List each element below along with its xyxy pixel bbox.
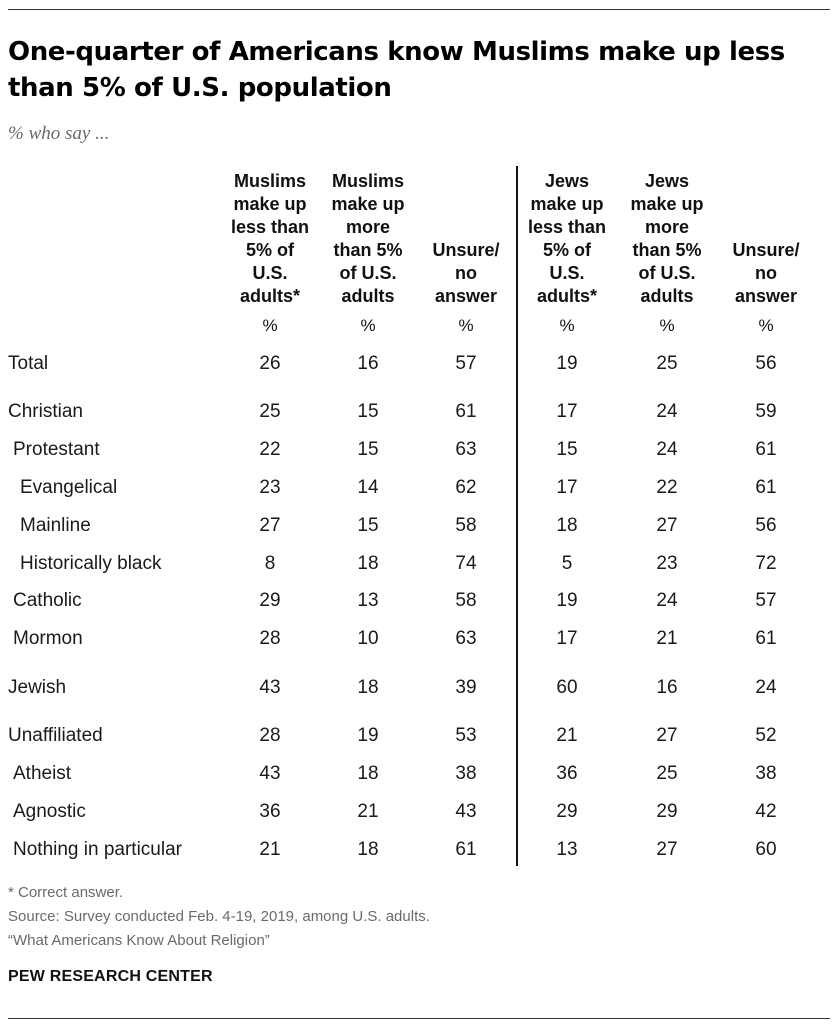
table-cell: 57	[455, 353, 477, 374]
footnote-correct-answer: * Correct answer.	[8, 884, 124, 901]
table-cell: 19	[556, 590, 578, 611]
table-cell: 17	[556, 401, 578, 422]
table-cell: 15	[357, 515, 379, 536]
table-cell: 28	[259, 628, 281, 649]
table-cell: 74	[455, 553, 477, 574]
table-cell: 58	[455, 515, 477, 536]
table-cell: 22	[656, 477, 678, 498]
table-cell: 5	[561, 553, 573, 574]
table-cell: 29	[556, 801, 578, 822]
table-cell: 61	[455, 839, 477, 860]
table-cell: 18	[357, 839, 379, 860]
table-cell: 21	[656, 628, 678, 649]
table-cell: 28	[259, 725, 281, 746]
column-group-divider	[516, 166, 518, 866]
row-label: Mormon	[13, 628, 83, 649]
column-header-6: Unsure/ no answer	[732, 240, 800, 306]
row-label: Jewish	[8, 677, 67, 698]
table-cell: 62	[455, 477, 477, 498]
table-cell: 61	[455, 401, 477, 422]
table-cell: 24	[755, 677, 777, 698]
table-cell: 24	[656, 401, 678, 422]
table-cell: 39	[455, 677, 477, 698]
table-cell: 61	[755, 628, 777, 649]
table-cell: 61	[755, 477, 777, 498]
row-label: Nothing in particular	[13, 839, 182, 860]
table-cell: 10	[357, 628, 379, 649]
row-label: Total	[8, 353, 49, 374]
bottom-rule	[8, 1018, 830, 1019]
table-cell: 24	[656, 439, 678, 460]
unit-label: %	[360, 316, 376, 335]
table-cell: 15	[357, 401, 379, 422]
table-cell: 56	[755, 353, 777, 374]
table-cell: 15	[357, 439, 379, 460]
table-cell: 27	[656, 839, 678, 860]
table-cell: 42	[755, 801, 777, 822]
table-cell: 24	[656, 590, 678, 611]
table-cell: 43	[259, 763, 281, 784]
table-cell: 19	[556, 353, 578, 374]
column-header-3: Unsure/ no answer	[432, 240, 500, 306]
unit-label: %	[758, 316, 774, 335]
table-cell: 53	[455, 725, 477, 746]
table-cell: 63	[455, 628, 477, 649]
row-label: Historically black	[20, 553, 162, 574]
table-cell: 38	[755, 763, 777, 784]
column-header-4: Jews make up less than 5% of U.S. adults*	[527, 171, 607, 306]
unit-label: %	[559, 316, 575, 335]
column-header-5: Jews make up more than 5% of U.S. adults	[630, 171, 704, 306]
chart-title: One-quarter of Americans know Muslims make up less than 5% of U.S. population	[8, 37, 785, 103]
table-cell: 22	[259, 439, 281, 460]
row-label: Unaffiliated	[8, 725, 103, 746]
table-cell: 21	[556, 725, 578, 746]
table-cell: 25	[656, 763, 678, 784]
table-cell: 72	[755, 553, 777, 574]
table-cell: 21	[357, 801, 379, 822]
unit-label: %	[262, 316, 278, 335]
table-cell: 56	[755, 515, 777, 536]
row-label: Christian	[8, 401, 83, 422]
chart-subtitle: % who say ...	[8, 123, 110, 144]
table-cell: 18	[357, 763, 379, 784]
table-cell: 16	[656, 677, 678, 698]
table-cell: 17	[556, 628, 578, 649]
table-cell: 13	[357, 590, 379, 611]
table-cell: 26	[259, 353, 281, 374]
column-header-2: Muslims make up more than 5% of U.S. adults	[331, 171, 405, 306]
table-cell: 25	[656, 353, 678, 374]
table-cell: 43	[259, 677, 281, 698]
table-cell: 29	[656, 801, 678, 822]
table-cell: 15	[556, 439, 578, 460]
row-label: Atheist	[13, 763, 72, 784]
table-cell: 43	[455, 801, 477, 822]
footnote-report: “What Americans Know About Religion”	[8, 932, 270, 949]
table-cell: 36	[556, 763, 578, 784]
table-cell: 57	[755, 590, 777, 611]
table-cell: 23	[259, 477, 281, 498]
table-cell: 16	[357, 353, 379, 374]
table-cell: 27	[656, 515, 678, 536]
row-label: Protestant	[13, 439, 100, 460]
column-header-1: Muslims make up less than 5% of U.S. adults*	[230, 171, 310, 306]
table-cell: 38	[455, 763, 477, 784]
footnote-source: Source: Survey conducted Feb. 4-19, 2019, among U.S. adults.	[8, 908, 430, 925]
row-label: Evangelical	[20, 477, 118, 498]
row-label: Agnostic	[13, 801, 86, 822]
table-cell: 60	[556, 677, 578, 698]
brand-logo-text: PEW RESEARCH CENTER	[8, 968, 213, 985]
table-cell: 14	[357, 477, 379, 498]
table-cell: 29	[259, 590, 281, 611]
table-cell: 18	[357, 677, 379, 698]
table-cell: 18	[357, 553, 379, 574]
table-cell: 59	[755, 401, 777, 422]
table-cell: 21	[259, 839, 281, 860]
table-cell: 17	[556, 477, 578, 498]
table-cell: 8	[264, 553, 276, 574]
table-cell: 61	[755, 439, 777, 460]
row-label: Mainline	[20, 515, 91, 536]
table-cell: 52	[755, 725, 777, 746]
table-cell: 60	[755, 839, 777, 860]
top-rule	[8, 9, 830, 10]
table-cell: 18	[556, 515, 578, 536]
table-cell: 36	[259, 801, 281, 822]
table-cell: 25	[259, 401, 281, 422]
unit-label: %	[458, 316, 474, 335]
table-cell: 27	[259, 515, 281, 536]
table-cell: 58	[455, 590, 477, 611]
unit-label: %	[659, 316, 675, 335]
table-cell: 19	[357, 725, 379, 746]
row-label: Catholic	[13, 590, 82, 611]
table-cell: 13	[556, 839, 578, 860]
table-cell: 27	[656, 725, 678, 746]
table-cell: 63	[455, 439, 477, 460]
table-cell: 23	[656, 553, 678, 574]
